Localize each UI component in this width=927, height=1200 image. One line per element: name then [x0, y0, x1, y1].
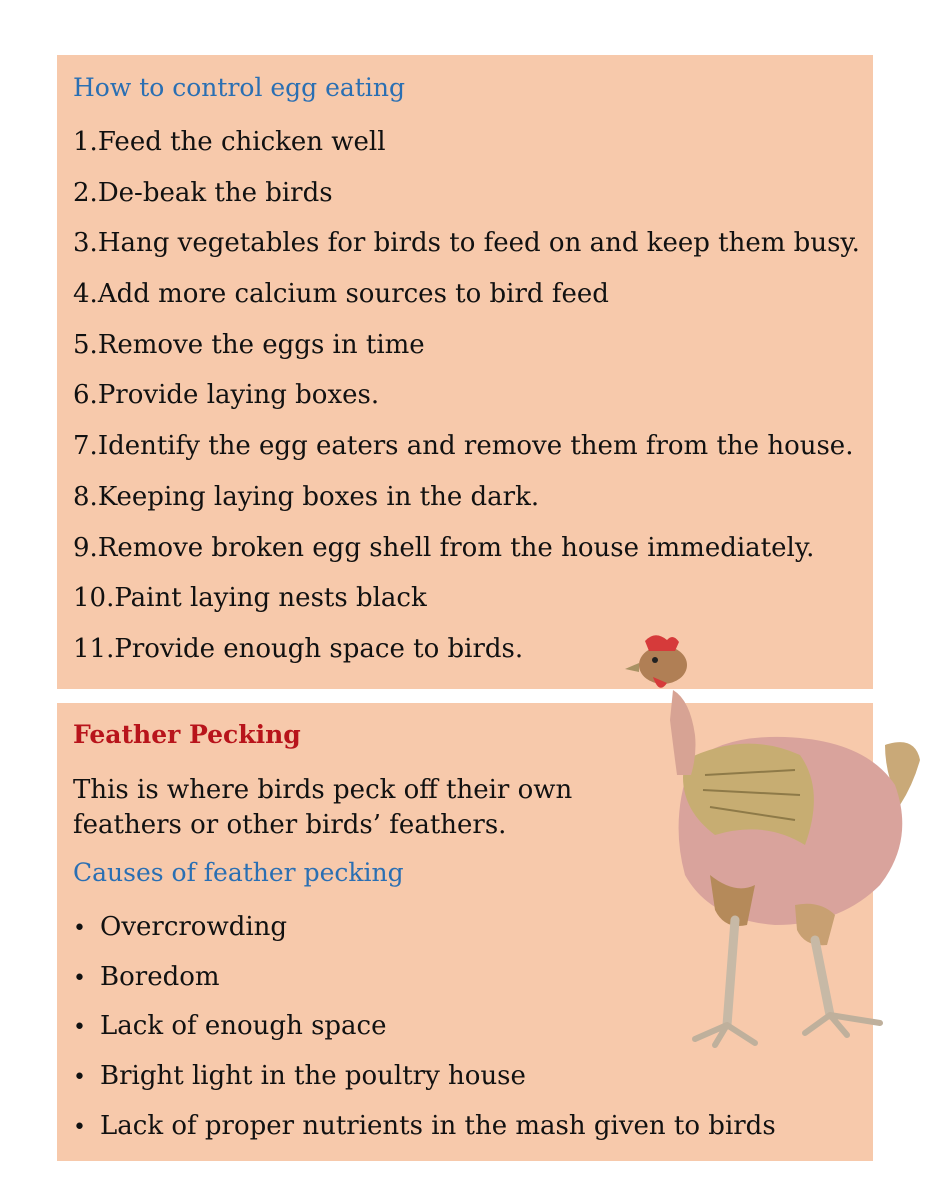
egg-eating-section [57, 55, 873, 689]
step-text: Add more calcium sources to bird feed [97, 279, 609, 310]
step-item [73, 277, 860, 328]
step-text: De-beak the birds [97, 177, 333, 208]
cause-item [73, 1109, 776, 1159]
bullet-icon: • [73, 916, 86, 941]
step-text: Remove the eggs in time [97, 329, 425, 360]
step-number: 10. [73, 583, 115, 614]
bullet-icon: • [73, 1015, 86, 1041]
step-text: Provide enough space to birds. [114, 633, 524, 664]
step-number: 7. [73, 431, 98, 462]
step-number: 11. [73, 633, 115, 664]
step-text: Paint laying nests black [114, 583, 427, 614]
step-number: 2. [73, 177, 98, 208]
bullet-icon: • [73, 965, 86, 991]
step-item [73, 125, 860, 176]
feather-pecking-heading: Feather Pecking [73, 720, 301, 749]
step-text: Keeping laying boxes in the dark. [97, 481, 540, 512]
cause-text: Bright light in the poultry house [100, 1061, 526, 1092]
step-item [73, 378, 860, 429]
step-text: Feed the chicken well [97, 127, 386, 157]
step-number: 9. [73, 532, 98, 563]
step-item [73, 429, 860, 480]
bullet-icon: • [73, 1065, 86, 1091]
step-text: Provide laying boxes. [97, 380, 380, 411]
step-text: Hang vegetables for birds to feed on and keep them busy. [97, 228, 860, 259]
bullet-icon: • [73, 1114, 86, 1140]
step-number: 3. [73, 228, 98, 259]
featherless-chicken-icon [615, 625, 927, 1060]
step-number: 5. [73, 329, 98, 360]
step-number: 1. [73, 127, 98, 157]
egg-eating-steps-list [73, 125, 860, 683]
causes-heading: Causes of feather pecking [73, 858, 404, 887]
step-item [73, 176, 860, 227]
cause-text: Boredom [100, 961, 220, 992]
step-item [73, 480, 860, 531]
feather-pecking-description: This is where birds peck off their own feathers or other birds’ feathers. [73, 775, 573, 840]
step-number: 6. [73, 380, 98, 411]
step-text: Remove broken egg shell from the house immediately. [97, 532, 815, 563]
step-item [73, 328, 860, 379]
step-text: Identify the egg eaters and remove them from the house. [97, 431, 854, 462]
cause-text: Lack of proper nutrients in the mash given to birds [100, 1110, 776, 1141]
step-item [73, 531, 860, 582]
egg-eating-heading: How to control egg eating [73, 73, 405, 102]
step-number: 4. [73, 279, 98, 310]
cause-text: Overcrowding [100, 912, 288, 942]
step-item [73, 226, 860, 277]
step-number: 8. [73, 481, 98, 512]
cause-item [73, 1059, 776, 1109]
cause-text: Lack of enough space [100, 1011, 387, 1042]
